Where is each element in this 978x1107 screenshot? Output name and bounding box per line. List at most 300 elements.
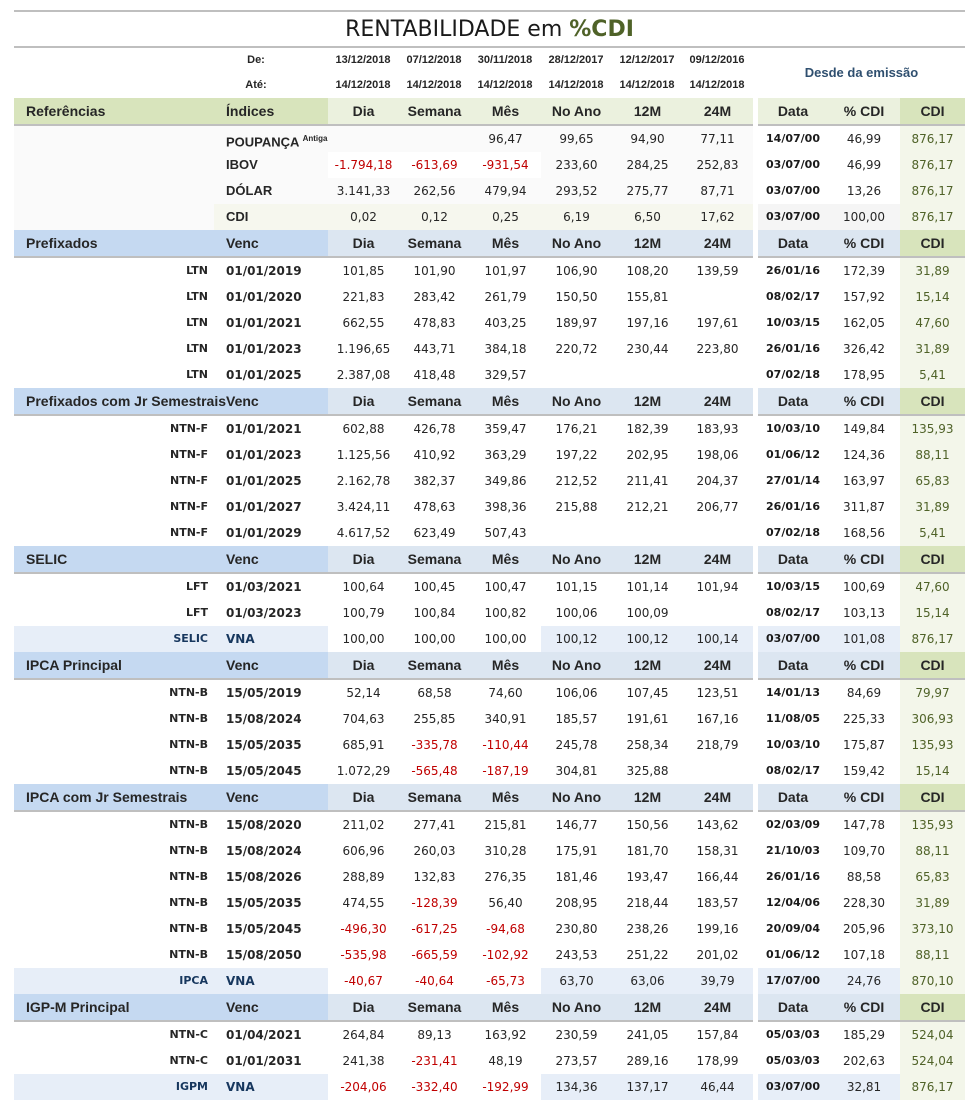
value-dia: 1.072,29 (336, 764, 391, 778)
ticker: LTN (186, 316, 208, 329)
issue-date: 03/07/00 (766, 210, 820, 223)
ticker: NTN-B (169, 896, 208, 909)
column-header-mes: Mês (491, 235, 520, 251)
value-24m: 198,06 (696, 448, 739, 462)
value-mes: 0,25 (492, 210, 519, 224)
value-no-ano: 134,36 (555, 1080, 598, 1094)
value-semana: 260,03 (413, 844, 456, 858)
column-header-pct-cdi: % CDI (843, 551, 885, 567)
issue-date: 14/01/13 (766, 686, 820, 699)
table-row (14, 494, 965, 520)
value-24m: 218,79 (696, 738, 739, 752)
column-header-no-ano: No Ano (551, 789, 602, 805)
cdi-value: 306,93 (911, 712, 954, 726)
issue-date: 05/03/03 (766, 1028, 820, 1041)
ticker: SELIC (173, 632, 208, 645)
value-mes: -94,68 (486, 922, 525, 936)
table-row (14, 864, 965, 890)
value-12m: 6,50 (634, 210, 661, 224)
value-24m: 199,16 (696, 922, 739, 936)
value-12m: 193,47 (626, 870, 669, 884)
value-mes: 100,82 (484, 606, 527, 620)
de-label: De: (247, 54, 265, 66)
value-dia: 101,85 (342, 264, 385, 278)
column-header-12m: 12M (633, 999, 662, 1015)
value-semana: 382,37 (413, 474, 456, 488)
maturity-date: 01/04/2021 (226, 1028, 302, 1042)
value-no-ano: 106,90 (555, 264, 598, 278)
table-row (14, 680, 965, 706)
value-12m: 218,44 (626, 896, 669, 910)
value-24m: 183,57 (696, 896, 739, 910)
ticker: NTN-B (169, 712, 208, 725)
table-row (14, 812, 965, 838)
maturity-date: 01/01/2023 (226, 342, 302, 356)
cdi-value: 870,10 (911, 974, 954, 988)
maturity-date: 01/01/2019 (226, 264, 302, 278)
column-header-data: Data (777, 235, 809, 251)
value-no-ano: 101,15 (555, 580, 598, 594)
issue-date: 17/07/00 (766, 974, 820, 987)
value-12m: 212,21 (626, 500, 669, 514)
value-dia: 211,02 (342, 818, 385, 832)
ticker: LTN (186, 342, 208, 355)
value-mes: 479,94 (484, 184, 527, 198)
ticker: IGPM (175, 1080, 208, 1093)
value-mes: 261,79 (484, 290, 527, 304)
value-semana: -332,40 (411, 1080, 458, 1094)
column-header-dia: Dia (352, 393, 375, 409)
table-row (14, 178, 965, 204)
value-semana: 426,78 (413, 422, 456, 436)
value-no-ano: 197,22 (555, 448, 598, 462)
column-header-pct-cdi: % CDI (843, 103, 885, 119)
section-header-row (14, 98, 965, 126)
maturity-date: 15/05/2035 (226, 738, 302, 752)
value-semana: -613,69 (411, 158, 458, 172)
pct-cdi-value: 109,70 (843, 844, 885, 858)
value-12m: 100,09 (626, 606, 669, 620)
table-row (14, 916, 965, 942)
table-row (14, 336, 965, 362)
value-no-ano: 273,57 (555, 1054, 598, 1068)
value-24m (682, 758, 753, 784)
cdi-value: 65,83 (915, 870, 950, 884)
value-24m: 17,62 (700, 210, 735, 224)
ticker: LTN (186, 290, 208, 303)
section-title: SELIC (26, 551, 68, 567)
value-mes: 403,25 (484, 316, 527, 330)
maturity-date: 15/05/2035 (226, 896, 302, 910)
maturity-date: 01/03/2021 (226, 580, 302, 594)
maturity-date: 15/08/2024 (226, 712, 302, 726)
value-no-ano: 230,59 (555, 1028, 598, 1042)
cdi-value: 88,11 (915, 844, 950, 858)
value-semana: 478,83 (413, 316, 456, 330)
table-row (14, 758, 965, 784)
value-24m: 157,84 (696, 1028, 739, 1042)
cdi-value: 88,11 (915, 448, 950, 462)
value-12m: 251,22 (626, 948, 669, 962)
value-no-ano: 220,72 (555, 342, 598, 356)
issue-date: 10/03/15 (766, 580, 820, 593)
value-dia: 288,89 (342, 870, 385, 884)
value-dia: 2.162,78 (336, 474, 391, 488)
ticker: NTN-F (170, 422, 208, 435)
issue-date: 07/02/18 (766, 526, 820, 539)
issue-date: 27/01/14 (766, 474, 820, 487)
index-name-text: DÓLAR (226, 183, 273, 198)
value-24m: 46,44 (700, 1080, 735, 1094)
ticker: NTN-B (169, 738, 208, 751)
value-12m: 100,12 (626, 632, 669, 646)
value-dia: 606,96 (342, 844, 385, 858)
ticker: LTN (186, 264, 208, 277)
column-header-mes: Mês (491, 393, 520, 409)
value-semana: 100,45 (413, 580, 456, 594)
pct-cdi-value: 311,87 (843, 500, 885, 514)
column-header-cdi: CDI (920, 551, 945, 567)
issue-date: 01/06/12 (766, 448, 820, 461)
column-header-cdi: CDI (920, 999, 945, 1015)
issue-date: 26/01/16 (766, 500, 820, 513)
cdi-value: 5,41 (919, 368, 946, 382)
cdi-value: 876,17 (911, 158, 954, 172)
value-dia: 221,83 (342, 290, 385, 304)
value-dia: 1.196,65 (336, 342, 391, 356)
pct-cdi-value: 163,97 (843, 474, 885, 488)
value-12m: 238,26 (626, 922, 669, 936)
de-no-ano: 28/12/2017 (548, 54, 604, 66)
maturity-date: 01/01/2025 (226, 474, 302, 488)
value-no-ano: 233,60 (555, 158, 598, 172)
value-12m: 181,70 (626, 844, 669, 858)
cdi-value: 31,89 (915, 896, 950, 910)
column-header-mes: Mês (491, 657, 520, 673)
column-header-semana: Semana (407, 657, 462, 673)
value-12m: 325,88 (626, 764, 669, 778)
value-24m: 252,83 (696, 158, 739, 172)
column-header-pct-cdi: % CDI (843, 393, 885, 409)
value-24m: 123,51 (696, 686, 739, 700)
value-mes: 96,47 (488, 132, 523, 146)
issue-date: 26/01/16 (766, 870, 820, 883)
value-no-ano: 106,06 (555, 686, 598, 700)
value-12m: 155,81 (626, 290, 669, 304)
column-header-mes: Mês (491, 551, 520, 567)
value-24m: 197,61 (696, 316, 739, 330)
column-header-data: Data (777, 393, 809, 409)
value-no-ano: 100,12 (555, 632, 598, 646)
value-24m: 139,59 (696, 264, 739, 278)
pct-cdi-value: 13,26 (846, 184, 882, 198)
issue-date: 12/04/06 (766, 896, 820, 909)
pct-cdi-value: 159,42 (843, 764, 885, 778)
cdi-value: 47,60 (915, 580, 950, 594)
column-header-12m: 12M (633, 551, 662, 567)
value-24m: 183,93 (696, 422, 739, 436)
period-to-row (14, 73, 754, 98)
table-row (14, 1022, 965, 1048)
value-12m: 101,14 (626, 580, 669, 594)
cdi-value: 31,89 (915, 342, 950, 356)
column-header-12m: 12M (633, 657, 662, 673)
value-12m: 275,77 (626, 184, 669, 198)
value-dia: 602,88 (342, 422, 385, 436)
value-24m: 77,11 (700, 132, 735, 146)
cdi-value: 31,89 (915, 264, 950, 278)
column-header-data: Data (777, 657, 809, 673)
column-header-mes: Mês (491, 789, 520, 805)
column-header-24m: 24M (703, 393, 732, 409)
value-semana: 277,41 (413, 818, 456, 832)
cdi-value: 876,17 (911, 1080, 954, 1094)
value-dia: 662,55 (342, 316, 385, 330)
value-dia: 4.617,52 (336, 526, 391, 540)
value-12m: 289,16 (626, 1054, 669, 1068)
pct-cdi-value: 168,56 (843, 526, 885, 540)
table-row (14, 416, 965, 442)
ticker: NTN-B (169, 922, 208, 935)
column-header-data: Data (777, 551, 809, 567)
value-no-ano (541, 520, 612, 546)
cdi-value: 524,04 (911, 1028, 954, 1042)
pct-cdi-value: 185,29 (843, 1028, 885, 1042)
value-mes: 340,91 (484, 712, 527, 726)
table-row (14, 706, 965, 732)
table-row (14, 732, 965, 758)
value-24m: 206,77 (696, 500, 739, 514)
ate-dia: 14/12/2018 (335, 79, 391, 91)
value-12m: 94,90 (630, 132, 665, 146)
pct-cdi-value: 46,99 (846, 132, 882, 146)
pct-cdi-value: 178,95 (843, 368, 885, 382)
value-dia: 264,84 (342, 1028, 385, 1042)
ticker: NTN-B (169, 948, 208, 961)
cdi-value: 31,89 (915, 500, 950, 514)
table-row (14, 520, 965, 546)
ticker: NTN-F (170, 474, 208, 487)
index-name (226, 126, 336, 152)
index-superscript: Antiga (302, 134, 328, 143)
pct-cdi-value: 88,58 (846, 870, 882, 884)
value-24m: 178,99 (696, 1054, 739, 1068)
value-semana: 410,92 (413, 448, 456, 462)
cdi-value: 135,93 (911, 422, 954, 436)
value-mes: 349,86 (484, 474, 527, 488)
column-header-semana: Semana (407, 103, 462, 119)
period-from-row (14, 48, 754, 73)
maturity-date: 15/05/2019 (226, 686, 302, 700)
value-mes: 74,60 (488, 686, 523, 700)
ate-label: Até: (245, 79, 267, 91)
column-header-12m: 12M (633, 789, 662, 805)
column-header-dia: Dia (352, 551, 375, 567)
table-row (14, 204, 965, 230)
value-24m (682, 520, 753, 546)
value-semana: -128,39 (411, 896, 458, 910)
column-header-pct-cdi: % CDI (843, 235, 885, 251)
value-dia: 2.387,08 (336, 368, 391, 382)
value-semana: 89,13 (417, 1028, 452, 1042)
pct-cdi-value: 175,87 (843, 738, 885, 752)
maturity-date: 15/05/2045 (226, 922, 302, 936)
cdi-value: 135,93 (911, 818, 954, 832)
column-header-no-ano: No Ano (551, 235, 602, 251)
ate-24m: 14/12/2018 (689, 79, 745, 91)
value-12m: 191,61 (626, 712, 669, 726)
value-24m (682, 284, 753, 310)
value-24m (682, 600, 753, 626)
column-header-no-ano: No Ano (551, 657, 602, 673)
maturity-date: 15/08/2024 (226, 844, 302, 858)
value-no-ano: 6,19 (563, 210, 590, 224)
value-no-ano: 208,95 (555, 896, 598, 910)
value-dia: -1.794,18 (334, 158, 393, 172)
value-12m: 284,25 (626, 158, 669, 172)
index-name-text: POUPANÇA (226, 134, 299, 150)
cdi-value: 135,93 (911, 738, 954, 752)
ate-semana: 14/12/2018 (406, 79, 462, 91)
value-no-ano: 146,77 (555, 818, 598, 832)
section-header-row (14, 652, 965, 680)
table-row (14, 258, 965, 284)
pct-cdi-value: 202,63 (843, 1054, 885, 1068)
value-dia: 3.141,33 (336, 184, 391, 198)
column-header-24m: 24M (703, 103, 732, 119)
section-title: Referências (26, 103, 106, 119)
value-dia: 100,64 (342, 580, 385, 594)
column-header-mes: Mês (491, 103, 520, 119)
value-24m: 223,80 (696, 342, 739, 356)
table-row (14, 942, 965, 968)
value-semana: 100,84 (413, 606, 456, 620)
value-mes: 100,00 (484, 632, 527, 646)
value-12m: 202,95 (626, 448, 669, 462)
table-row (14, 890, 965, 916)
column-header-12m: 12M (633, 103, 662, 119)
column-header-no-ano: No Ano (551, 999, 602, 1015)
pct-cdi-value: 124,36 (843, 448, 885, 462)
cdi-value: 15,14 (915, 764, 950, 778)
issue-date: 26/01/16 (766, 264, 820, 277)
value-semana: 68,58 (417, 686, 452, 700)
column-header-semana: Semana (407, 235, 462, 251)
cdi-value: 15,14 (915, 606, 950, 620)
de-dia: 13/12/2018 (335, 54, 391, 66)
value-no-ano: 243,53 (555, 948, 598, 962)
value-no-ano: 181,46 (555, 870, 598, 884)
issue-date: 02/03/09 (766, 818, 820, 831)
column-header-12m: 12M (633, 235, 662, 251)
column-header-no-ano: No Ano (551, 393, 602, 409)
value-24m: 39,79 (700, 974, 735, 988)
value-no-ano: 100,06 (555, 606, 598, 620)
column-header-dia: Dia (352, 789, 375, 805)
column-header-no-ano: No Ano (551, 103, 602, 119)
issue-date: 26/01/16 (766, 342, 820, 355)
cdi-value: 876,17 (911, 132, 954, 146)
column-header-semana: Semana (407, 393, 462, 409)
cdi-value: 79,97 (915, 686, 950, 700)
value-12m: 211,41 (626, 474, 669, 488)
maturity-date: 15/05/2045 (226, 764, 302, 778)
value-mes: 101,97 (484, 264, 527, 278)
issue-date: 10/03/10 (766, 738, 820, 751)
value-no-ano: 176,21 (555, 422, 598, 436)
issue-date: 08/02/17 (766, 764, 820, 777)
pct-cdi-value: 24,76 (846, 974, 882, 988)
value-semana: 478,63 (413, 500, 456, 514)
value-mes: 276,35 (484, 870, 527, 884)
value-12m: 108,20 (626, 264, 669, 278)
section-header-row (14, 230, 965, 258)
maturity-date: 15/08/2026 (226, 870, 302, 884)
index-name-text: IBOV (226, 157, 258, 172)
pct-cdi-value: 103,13 (843, 606, 885, 620)
vna-row (14, 1074, 965, 1100)
value-mes: 398,36 (484, 500, 527, 514)
cdi-value: 524,04 (911, 1054, 954, 1068)
ticker: LFT (185, 606, 208, 619)
page-title (14, 14, 965, 46)
value-semana: -40,64 (415, 974, 454, 988)
table-row (14, 574, 965, 600)
value-24m: 166,44 (696, 870, 739, 884)
issue-date: 20/09/04 (766, 922, 820, 935)
section-header-row (14, 388, 965, 416)
column-header-pct-cdi: % CDI (843, 789, 885, 805)
value-mes: 56,40 (488, 896, 523, 910)
value-dia (328, 126, 399, 152)
value-12m: 258,34 (626, 738, 669, 752)
value-no-ano: 215,88 (555, 500, 598, 514)
de-12m: 12/12/2017 (619, 54, 675, 66)
column-header-cdi: CDI (920, 103, 945, 119)
since-issue-label: Desde da emissão (804, 65, 919, 80)
top-rule (14, 10, 965, 12)
section-header-row (14, 994, 965, 1022)
column-header-dia: Dia (352, 235, 375, 251)
value-24m: 158,31 (696, 844, 739, 858)
value-24m: 204,37 (696, 474, 739, 488)
value-no-ano: 245,78 (555, 738, 598, 752)
value-mes: -187,19 (482, 764, 529, 778)
value-12m: 137,17 (626, 1080, 669, 1094)
column-header-mes: Mês (491, 999, 520, 1015)
column-header-24m: 24M (703, 551, 732, 567)
value-dia: 0,02 (350, 210, 377, 224)
table-row (14, 362, 965, 388)
section-title: Prefixados (26, 235, 98, 251)
issue-date: 01/06/12 (766, 948, 820, 961)
value-dia: 1.125,56 (336, 448, 391, 462)
value-dia: 100,79 (342, 606, 385, 620)
table-row (14, 284, 965, 310)
value-no-ano: 230,80 (555, 922, 598, 936)
pct-cdi-value: 100,69 (843, 580, 885, 594)
value-mes: 359,47 (484, 422, 527, 436)
ticker: NTN-B (169, 764, 208, 777)
issue-date: 03/07/00 (766, 632, 820, 645)
value-no-ano: 212,52 (555, 474, 598, 488)
vna-row (14, 626, 965, 652)
section-subheader: Venc (226, 999, 259, 1015)
column-header-data: Data (777, 789, 809, 805)
value-semana: 100,00 (413, 632, 456, 646)
value-dia: -204,06 (340, 1080, 387, 1094)
ticker: NTN-F (170, 500, 208, 513)
